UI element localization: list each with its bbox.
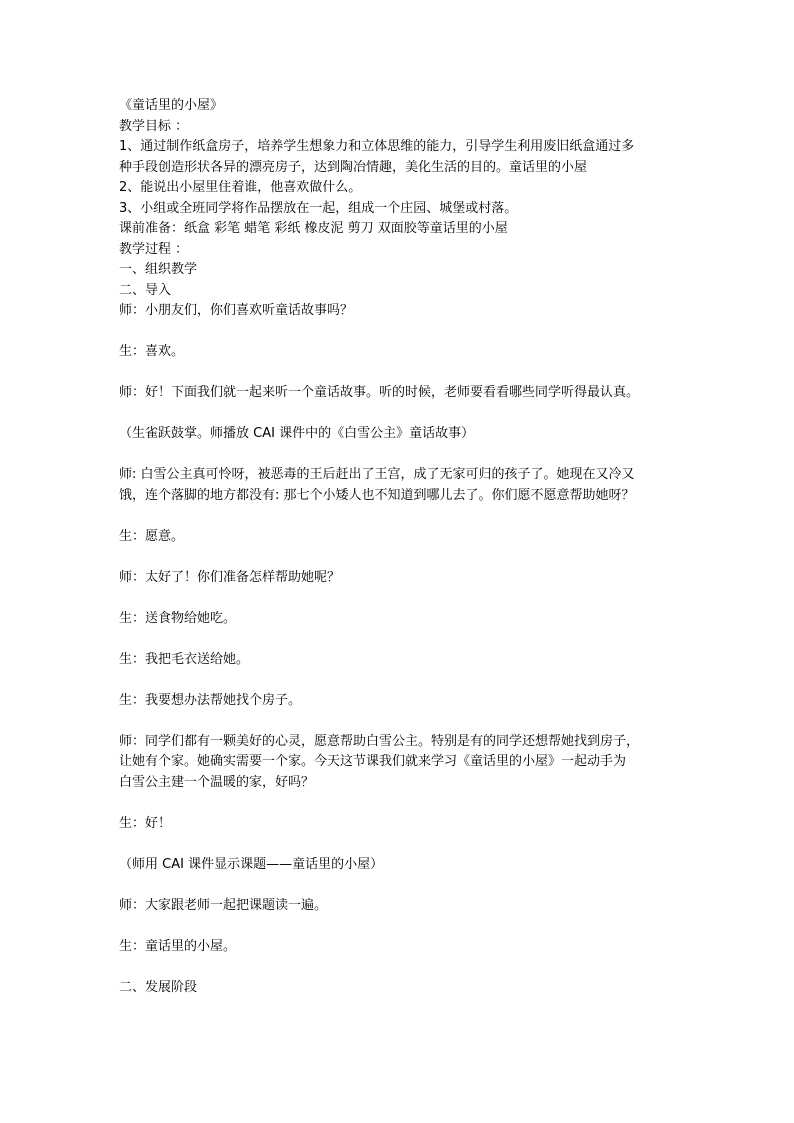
dialogue-line: 生：喜欢。: [119, 344, 185, 359]
goal-1-line-2: 种手段创造形状各异的漂亮房子，达到陶冶情趣，美化生活的目的。童话里的小屋: [119, 159, 588, 175]
paragraph-gap: [119, 957, 679, 978]
dialogue-line: 让她有个家。她确实需要一个家。今天这节课我们就来学习《童话里的小屋》一起动手为: [119, 754, 627, 769]
paragraph-gap: [119, 547, 679, 568]
paragraph-gap: [119, 445, 679, 466]
paragraph-gap: [119, 506, 679, 527]
stage-direction: （师用 CAI 课件显示课题——童话里的小屋）: [119, 856, 384, 872]
goal-2: 2、能说出小屋里住着谁，他喜欢做什么。: [119, 180, 362, 195]
goal-1-line-1: 1、通过制作纸盒房子，培养学生想象力和立体思维的能力，引导学生利用废旧纸盒通过多: [119, 139, 635, 154]
dialogue-line: 师: 白雪公主真可怜呀，被恶毒的王后赶出了王宫，成了无家可归的孩子了。她现在又冷又: [119, 467, 635, 482]
section-heading: 二、发展阶段: [119, 979, 198, 995]
dialogue-line: 生：送食物给她吃。: [119, 610, 237, 626]
step-intro: 二、导入: [119, 282, 172, 298]
goals-heading: 教学目标 ：: [119, 118, 189, 134]
document-title: 《童话里的小屋》: [119, 98, 224, 113]
dialogue-line: 师：太好了！你们准备怎样帮助她呢？: [119, 569, 341, 585]
dialogue-line: 生：好！: [119, 815, 172, 831]
dialogue-line: 师：同学们都有一颗美好的心灵，愿意帮助白雪公主。特别是有的同学还想帮她找到房子，: [119, 733, 640, 749]
dialogue-line: 师：好！下面我们就一起来听一个童话故事。听的时候，老师要看看哪些同学听得最认真。: [119, 385, 640, 400]
paragraph-gap: [119, 588, 679, 609]
paragraph-gap: [119, 875, 679, 896]
paragraph-gap: [119, 670, 679, 691]
dialogue-line: 生：我把毛衣送给她。: [119, 651, 250, 667]
paragraph-gap: [119, 711, 679, 732]
dialogue-line: 师：小朋友们，你们喜欢听童话故事吗？: [119, 303, 354, 318]
paragraph-gap: [119, 916, 679, 937]
paragraph-gap: [119, 629, 679, 650]
dialogue-line: 生：愿意。: [119, 528, 185, 544]
paragraph-gap: [119, 834, 679, 855]
paragraph-gap: [119, 793, 679, 814]
dialogue-line: 生：童话里的小屋。: [119, 938, 237, 954]
paragraph-gap: [119, 322, 679, 343]
dialogue-line: 生：我要想办法帮她找个房子。: [119, 692, 302, 708]
dialogue-line: 饿，连个落脚的地方都没有: 那七个小矮人也不知道到哪儿去了。你们愿不愿意帮助她呀？: [119, 487, 635, 503]
process-heading: 教学过程 ：: [119, 241, 189, 257]
dialogue-line: 白雪公主建一个温暖的家，好吗？: [119, 774, 315, 790]
step-organize: 一、组织教学: [119, 262, 198, 277]
stage-direction: （生雀跃鼓掌。师播放 CAI 课件中的《白雪公主》童话故事）: [119, 426, 475, 441]
goal-3: 3、小组或全班同学将作品摆放在一起，组成一个庄园、城堡或村落。: [119, 200, 518, 216]
dialogue-line: 师：大家跟老师一起把课题读一遍。: [119, 897, 328, 913]
document-body: [119, 96, 679, 998]
paragraph-gap: [119, 363, 679, 384]
preparation: 课前准备：纸盒 彩笔 蜡笔 彩纸 橡皮泥 剪刀 双面胶等童话里的小屋: [119, 221, 508, 236]
paragraph-gap: [119, 404, 679, 425]
